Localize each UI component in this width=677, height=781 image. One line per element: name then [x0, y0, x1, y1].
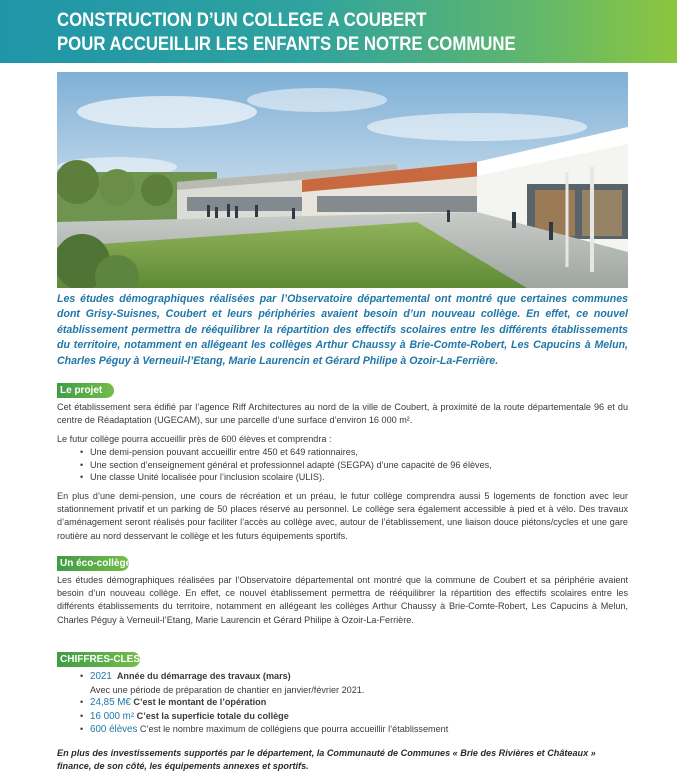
key-figure-label: C’est le montant de l’opération: [133, 697, 267, 708]
list-item: • Une classe Unité localisée pour l’inclusion scolaire (ULIS).: [80, 471, 492, 484]
projet-paragraph-1: Cet établissement sera édifié par l’agence Riff Architectures au nord de la ville de Coubert, à proximité de la route départementale 96 et du centre de Réadaptation (UGECAM), sur une parcelle d’une surface d’environ 16 000 m².: [57, 402, 628, 426]
intro-paragraph: Les études démographiques réalisées par l’Observatoire départemental ont montré que certaines communes dont Grisy-Suisnes, Coubert et leurs périphéries avaient besoin d’un nouveau collège. En effet, ce nouvel établissement permettra de rééquilibrer la répartition des effectifs scolaires entre les différents établissements du territoire, notamment en allégeant les collèges Arthur Chaussy à Brie-Comte-Robert, Les Capucins à Melun, Charles Péguy à Verneuil-l’Etang, Marie Laurencin et Gérard Philipe à Ozoir-La-Ferrière.: [57, 293, 628, 367]
key-figure-item: [80, 670, 448, 696]
footer-note: En plus des investissements supportés par le département, la Communauté de Communes « Brie des Rivières et Châteaux » finance, de son côté, les équipements annexes et sportifs.: [57, 748, 596, 772]
key-figure-label: Année du démarrage des travaux (mars): [116, 671, 291, 681]
projet-paragraph-2: Le futur collège pourra accueillir près de 600 élèves et comprendra :: [57, 434, 332, 444]
projet-list: [80, 446, 492, 484]
bullet-icon: •: [80, 671, 84, 681]
projet-paragraph-3: En plus d’une demi-pension, une cours de récréation et un préau, le futur collège comprendra aussi 5 logements de fonction avec leur stationnement privatif et un parking de 50 places réservé au personnel. Le collège sera également accessible à pied et à vélo. Des travaux d’aménagement seront réalisés pour faciliter l’accès au collège avec, autour de l’établissement, une liaison douce piétons/cycles et une gare routière au nord desservant le collège et les futurs équipements sportifs.: [57, 491, 628, 541]
section-heading-chiffres: CHIFFRES-CLES: [57, 652, 140, 667]
title-banner: [0, 0, 677, 63]
page-title: [57, 8, 516, 56]
key-figure-value: 2021: [90, 671, 112, 682]
key-figure-value: 24,85 M€: [90, 697, 131, 709]
eco-paragraph: Les études démographiques réalisées par l’Observatoire départemental ont montré que la commune de Coubert et sa périphérie avaient besoin d’un nouveau collège. En effet, ce nouvel établissement permettra de rééquilibrer la répartition des effectifs scolaires entre les différents établissements du territoire, notamment en allégeant les collèges Arthur Chaussy à Brie-Comte-Robert, Les Capucins à Melun, Charles Péguy à Verneuil-l’Etang, Marie Laurencin et Gérard Philipe à Ozoir-La-Ferrière.: [57, 575, 628, 625]
key-figure-label: C’est le nombre maximum de collégiens que pourra accueillir l’établissement: [139, 724, 449, 735]
title-line-1: CONSTRUCTION D’UN COLLEGE A COUBERT: [57, 9, 427, 31]
section-heading-projet: Le projet: [57, 383, 114, 398]
key-figure-note: Avec une période de préparation de chantier en janvier/février 2021.: [90, 684, 365, 695]
bullet-icon: •: [80, 724, 84, 735]
key-figure-value: 600 élèves: [90, 724, 138, 736]
key-figure-item: [80, 696, 448, 710]
key-figure-value: 16 000 m²: [90, 710, 135, 722]
key-figure-label: C’est la superficie totale du collège: [136, 710, 289, 721]
key-figure-item: [80, 723, 448, 737]
title-line-2: POUR ACCUEILLIR LES ENFANTS DE NOTRE COMMUNE: [57, 33, 516, 55]
bullet-icon: •: [80, 697, 84, 708]
key-figures-list: [80, 670, 448, 737]
college-rendering-image: [57, 72, 628, 288]
list-item: • Une section d’enseignement général et professionnel adapté (SEGPA) d’une capacité de 96 élèves,: [80, 459, 492, 472]
list-item: • Une demi-pension pouvant accueillir entre 450 et 649 rationnaires,: [80, 446, 492, 459]
section-heading-eco: Un éco-collège: [57, 556, 129, 571]
key-figure-item: [80, 710, 448, 724]
bullet-icon: •: [80, 710, 84, 721]
